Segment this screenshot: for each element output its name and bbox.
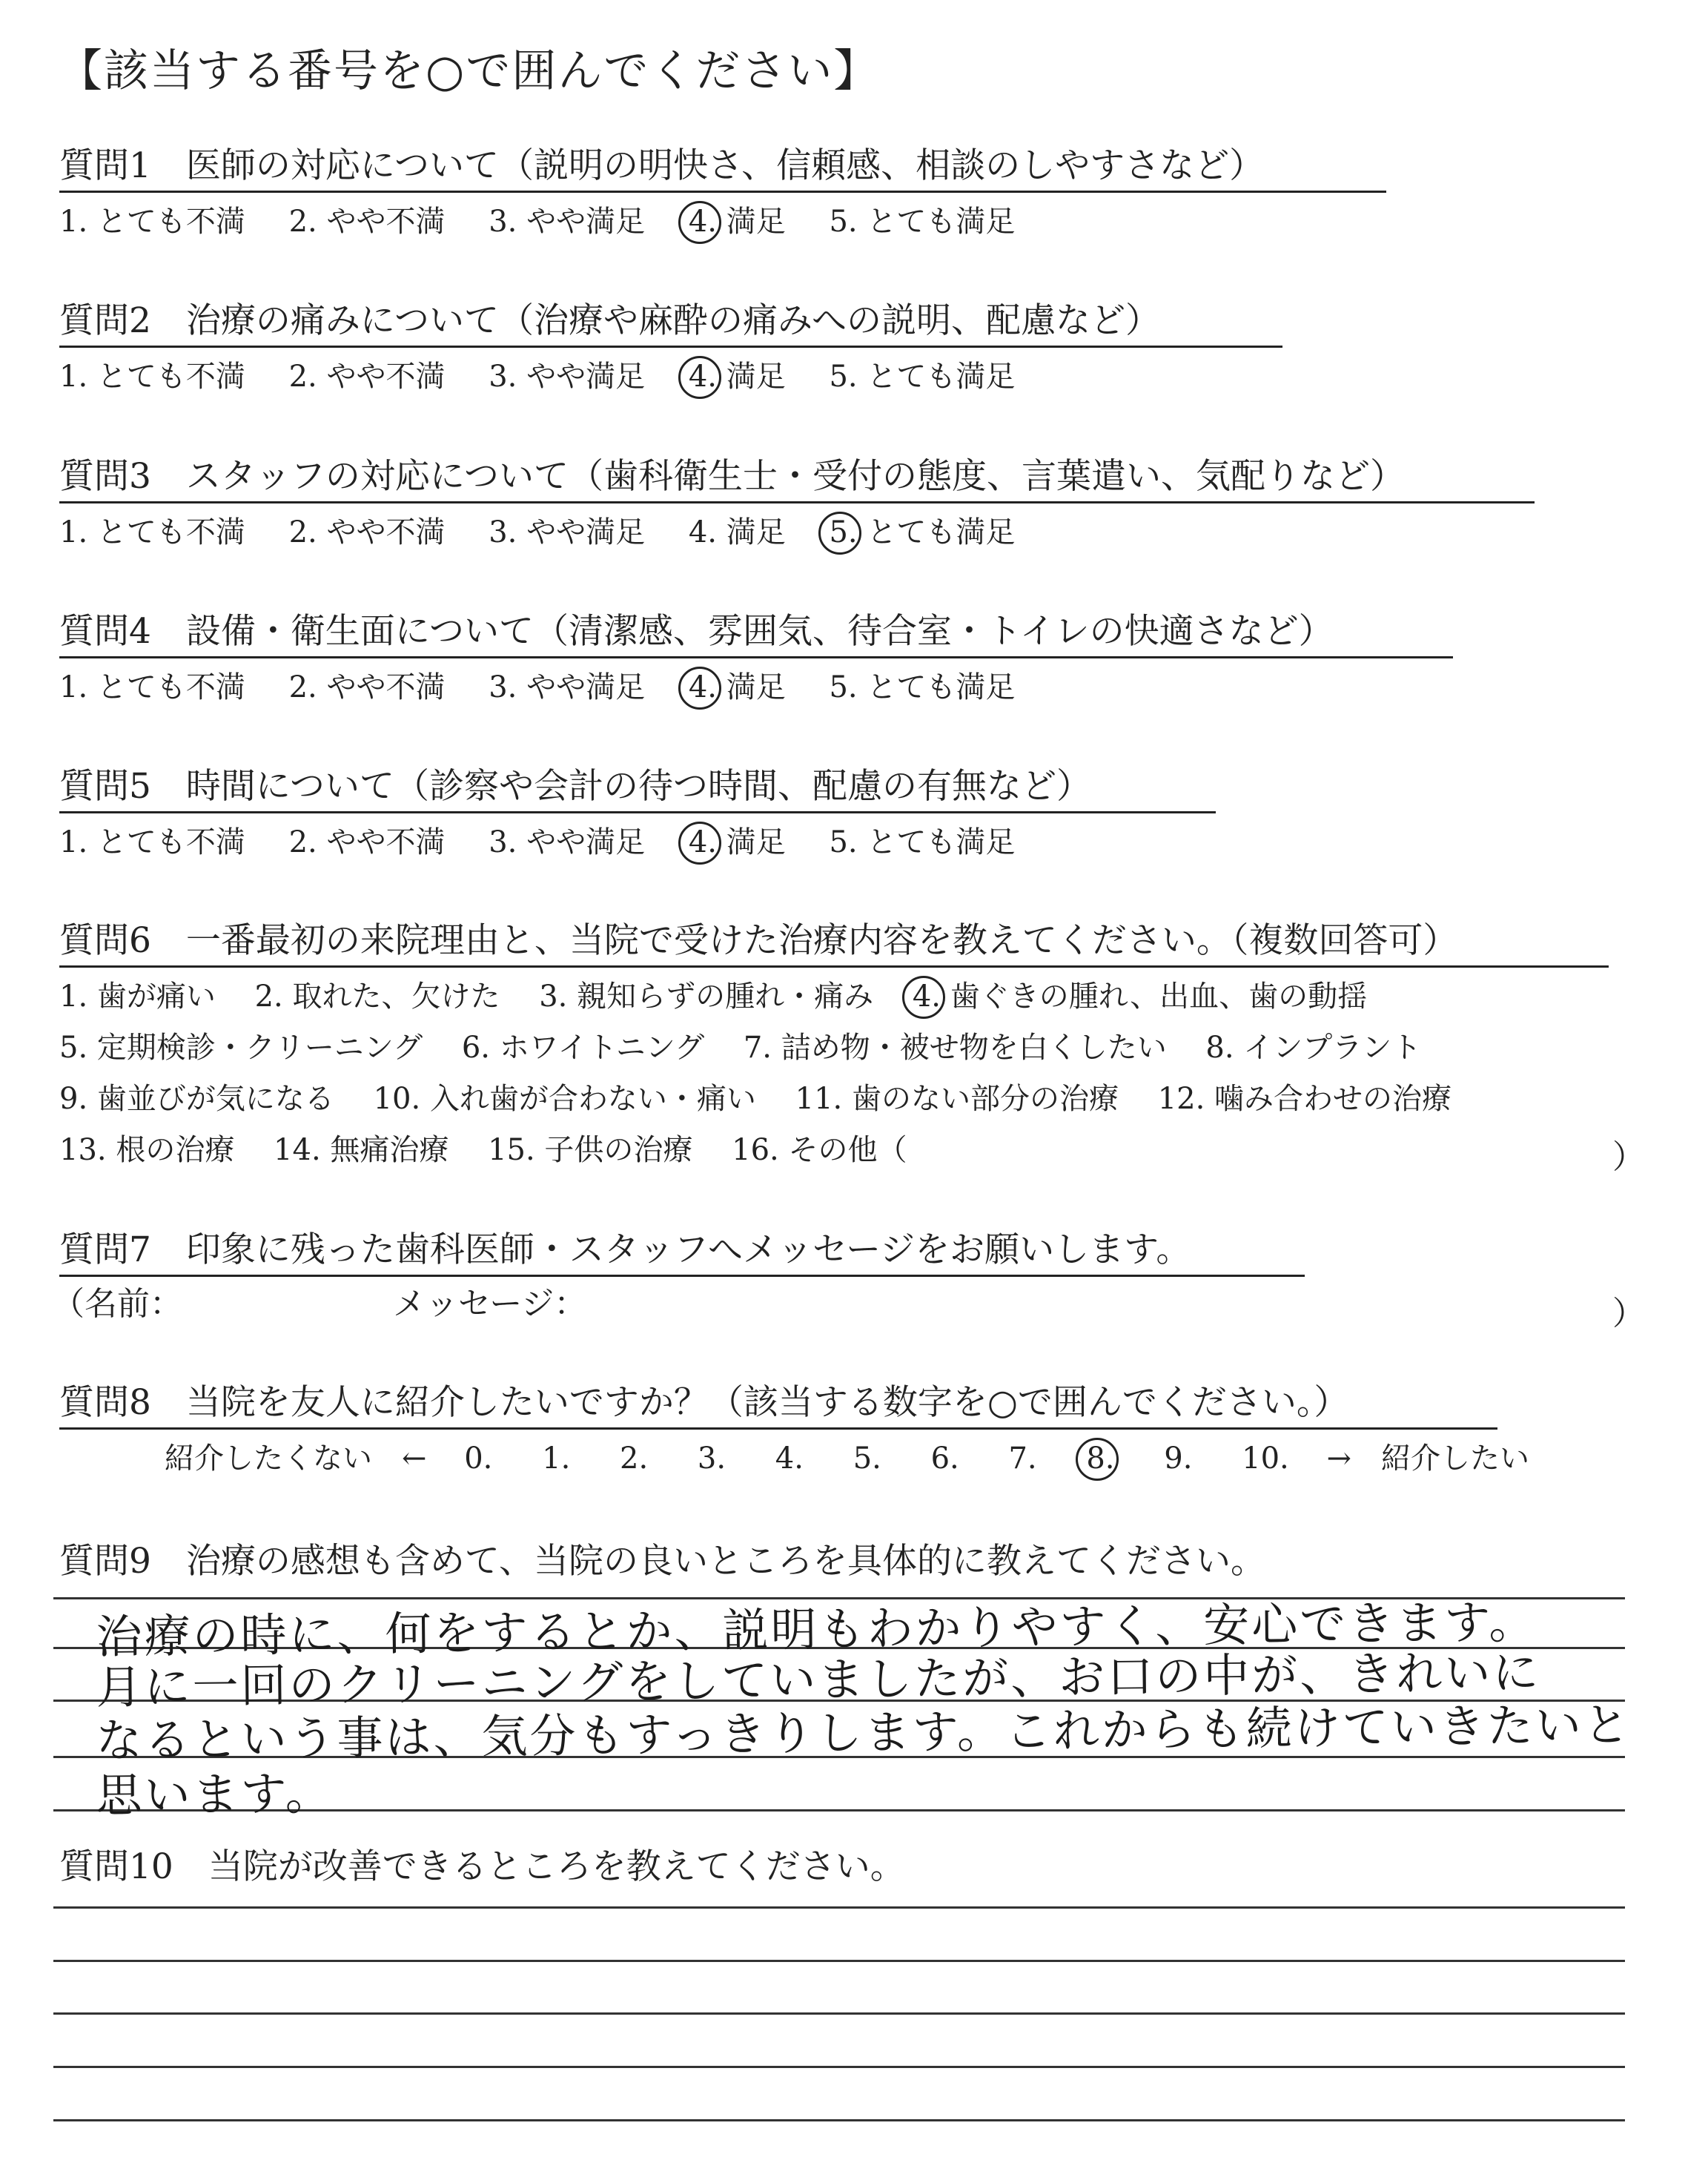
q6-option-10[interactable]: 10. 入れ歯が合わない・痛い	[373, 1082, 756, 1116]
q5-options	[59, 826, 1015, 859]
q3-option-4[interactable]: 4. 満足	[688, 515, 786, 549]
q5-option-3[interactable]: 3. やや満足	[489, 825, 646, 859]
q3-underline	[59, 501, 1535, 503]
q8-option-10[interactable]: 10.	[1242, 1441, 1289, 1476]
q9-handwritten-line-4: 思います。	[96, 1766, 334, 1823]
q3-option-5-circled[interactable]: 5. とても満足	[829, 515, 1016, 549]
q8-option-6[interactable]: 6.	[930, 1441, 959, 1476]
q10-title: 質問10 当院が改善できるところを教えてください。	[59, 1846, 905, 1887]
q6-option-12[interactable]: 12. 噛み合わせの治療	[1157, 1082, 1452, 1116]
q6-option-5[interactable]: 5. 定期検診・クリーニング	[59, 1031, 423, 1065]
q4-option-5[interactable]: 5. とても満足	[829, 670, 1016, 704]
q4-title: 質問4 設備・衛生面について（清潔感、雰囲気、待合室・トイレの快適さなど）	[59, 611, 1334, 652]
q6-option-13[interactable]: 13. 根の治療	[59, 1133, 235, 1167]
q10-answer-line-3	[53, 2012, 1625, 2015]
q5-underline	[59, 811, 1216, 813]
page-title: 【該当する番号を○で囲んでください】	[58, 45, 880, 97]
q7-name-label: （名前：	[52, 1285, 182, 1323]
q1-option-5[interactable]: 5. とても満足	[829, 205, 1016, 239]
q8-option-8-circled[interactable]: 8.	[1086, 1441, 1115, 1476]
q3-option-1[interactable]: 1. とても不満	[59, 515, 245, 549]
q6-option-16[interactable]: 16. その他（	[732, 1133, 907, 1167]
q4-underline	[59, 656, 1453, 658]
q1-option-3[interactable]: 3. やや満足	[489, 205, 646, 239]
q1-option-4-circled[interactable]: 4. 満足	[688, 205, 786, 239]
q5-option-5[interactable]: 5. とても満足	[829, 825, 1016, 859]
q2-option-3[interactable]: 3. やや満足	[489, 360, 646, 394]
q8-right-label: → 紹介したい	[1326, 1441, 1529, 1476]
q6-title: 質問6 一番最初の来院理由と、当院で受けた治療内容を教えてください。（複数回答可）	[59, 920, 1458, 961]
q8-left-label: 紹介したくない ←	[165, 1441, 427, 1476]
q6-row-3	[59, 1083, 1452, 1115]
q8-title: 質問8 当院を友人に紹介したいですか？（該当する数字を○で囲んでください。）	[59, 1382, 1349, 1423]
q9-handwritten-line-2: 月に一回のクリーニングをしていましたが、お口の中が、きれいに	[96, 1645, 1541, 1715]
q6-option-8[interactable]: 8. インプラント	[1205, 1031, 1422, 1065]
q9-handwritten-line-1: 治療の時に、何をするとか、説明もわかりやすく、安心できます。	[96, 1594, 1537, 1665]
q8-option-5[interactable]: 5.	[853, 1441, 881, 1476]
q6-option-7[interactable]: 7. 詰め物・被せ物を白くしたい	[743, 1031, 1167, 1065]
q8-option-1[interactable]: 1.	[542, 1441, 571, 1476]
q7-title: 質問7 印象に残った歯科医師・スタッフへメッセージをお願いします。	[59, 1229, 1191, 1270]
q5-option-4-circled[interactable]: 4. 満足	[688, 825, 786, 859]
q8-option-4[interactable]: 4.	[775, 1441, 804, 1476]
q9-handwritten-line-3: なるという事は、気分もすっきりします。これからも続けていきたいと	[96, 1697, 1632, 1768]
q6-row-1	[59, 980, 1367, 1013]
q1-option-2[interactable]: 2. やや不満	[288, 205, 446, 239]
q8-option-2[interactable]: 2.	[620, 1441, 649, 1476]
q4-option-2[interactable]: 2. やや不満	[288, 670, 446, 704]
q10-answer-line-4	[53, 2066, 1625, 2068]
q3-option-2[interactable]: 2. やや不満	[288, 515, 446, 549]
q8-option-3[interactable]: 3.	[697, 1441, 726, 1476]
q8-scale	[165, 1442, 1529, 1475]
q6-option-11[interactable]: 11. 歯のない部分の治療	[795, 1082, 1119, 1116]
q7-underline	[59, 1275, 1305, 1277]
q1-options	[59, 205, 1015, 238]
q1-title: 質問1 医師の対応について（説明の明快さ、信頼感、相談のしやすさなど）	[59, 145, 1265, 186]
q4-option-1[interactable]: 1. とても不満	[59, 670, 245, 704]
q9-title: 質問9 治療の感想も含めて、当院の良いところを具体的に教えてください。	[59, 1541, 1265, 1582]
q10-answer-line-2	[53, 1960, 1625, 1962]
q3-options	[59, 516, 1015, 549]
q2-option-4-circled[interactable]: 4. 満足	[688, 360, 786, 394]
q8-option-7[interactable]: 7.	[1008, 1441, 1037, 1476]
q6-underline	[59, 965, 1609, 968]
q2-title: 質問2 治療の痛みについて（治療や麻酔の痛みへの説明、配慮など）	[59, 300, 1161, 341]
q6-row-4	[59, 1134, 907, 1166]
q8-underline	[59, 1427, 1497, 1430]
q8-option-0[interactable]: 0.	[464, 1441, 493, 1476]
q10-answer-line-5	[53, 2119, 1625, 2121]
q6-option-9[interactable]: 9. 歯並びが気になる	[59, 1082, 334, 1116]
q5-option-1[interactable]: 1. とても不満	[59, 825, 245, 859]
q6-option-15[interactable]: 15. 子供の治療	[488, 1133, 693, 1167]
q4-option-4-circled[interactable]: 4. 満足	[688, 670, 786, 704]
q8-option-9[interactable]: 9.	[1164, 1441, 1193, 1476]
q1-underline	[59, 191, 1386, 193]
q3-option-3[interactable]: 3. やや満足	[489, 515, 646, 549]
q2-option-1[interactable]: 1. とても不満	[59, 360, 245, 394]
q10-answer-line-1	[53, 1906, 1625, 1909]
q7-close-paren: ）	[1612, 1295, 1645, 1332]
q2-options	[59, 360, 1015, 393]
q6-close-paren: ）	[1612, 1138, 1645, 1176]
q6-option-2[interactable]: 2. 取れた、欠けた	[254, 980, 500, 1014]
q4-options	[59, 671, 1015, 704]
q7-message-label: メッセージ：	[393, 1285, 587, 1323]
q6-option-14[interactable]: 14. 無痛治療	[274, 1133, 449, 1167]
q6-option-6[interactable]: 6. ホワイトニング	[461, 1031, 705, 1065]
q2-underline	[59, 346, 1282, 348]
q6-row-2	[59, 1031, 1421, 1064]
q6-option-4-circled[interactable]: 4. 歯ぐきの腫れ、出血、歯の動揺	[912, 980, 1368, 1014]
q5-title: 質問5 時間について（診察や会計の待つ時間、配慮の有無など）	[59, 766, 1091, 807]
q2-option-2[interactable]: 2. やや不満	[288, 360, 446, 394]
q6-option-1[interactable]: 1. 歯が痛い	[59, 980, 216, 1014]
q6-option-3[interactable]: 3. 親知らずの腫れ・痛み	[539, 980, 874, 1014]
q2-option-5[interactable]: 5. とても満足	[829, 360, 1016, 394]
q3-title: 質問3 スタッフの対応について（歯科衛生士・受付の態度、言葉遣い、気配りなど）	[59, 456, 1405, 497]
q1-option-1[interactable]: 1. とても不満	[59, 205, 245, 239]
q5-option-2[interactable]: 2. やや不満	[288, 825, 446, 859]
q4-option-3[interactable]: 3. やや満足	[489, 670, 646, 704]
